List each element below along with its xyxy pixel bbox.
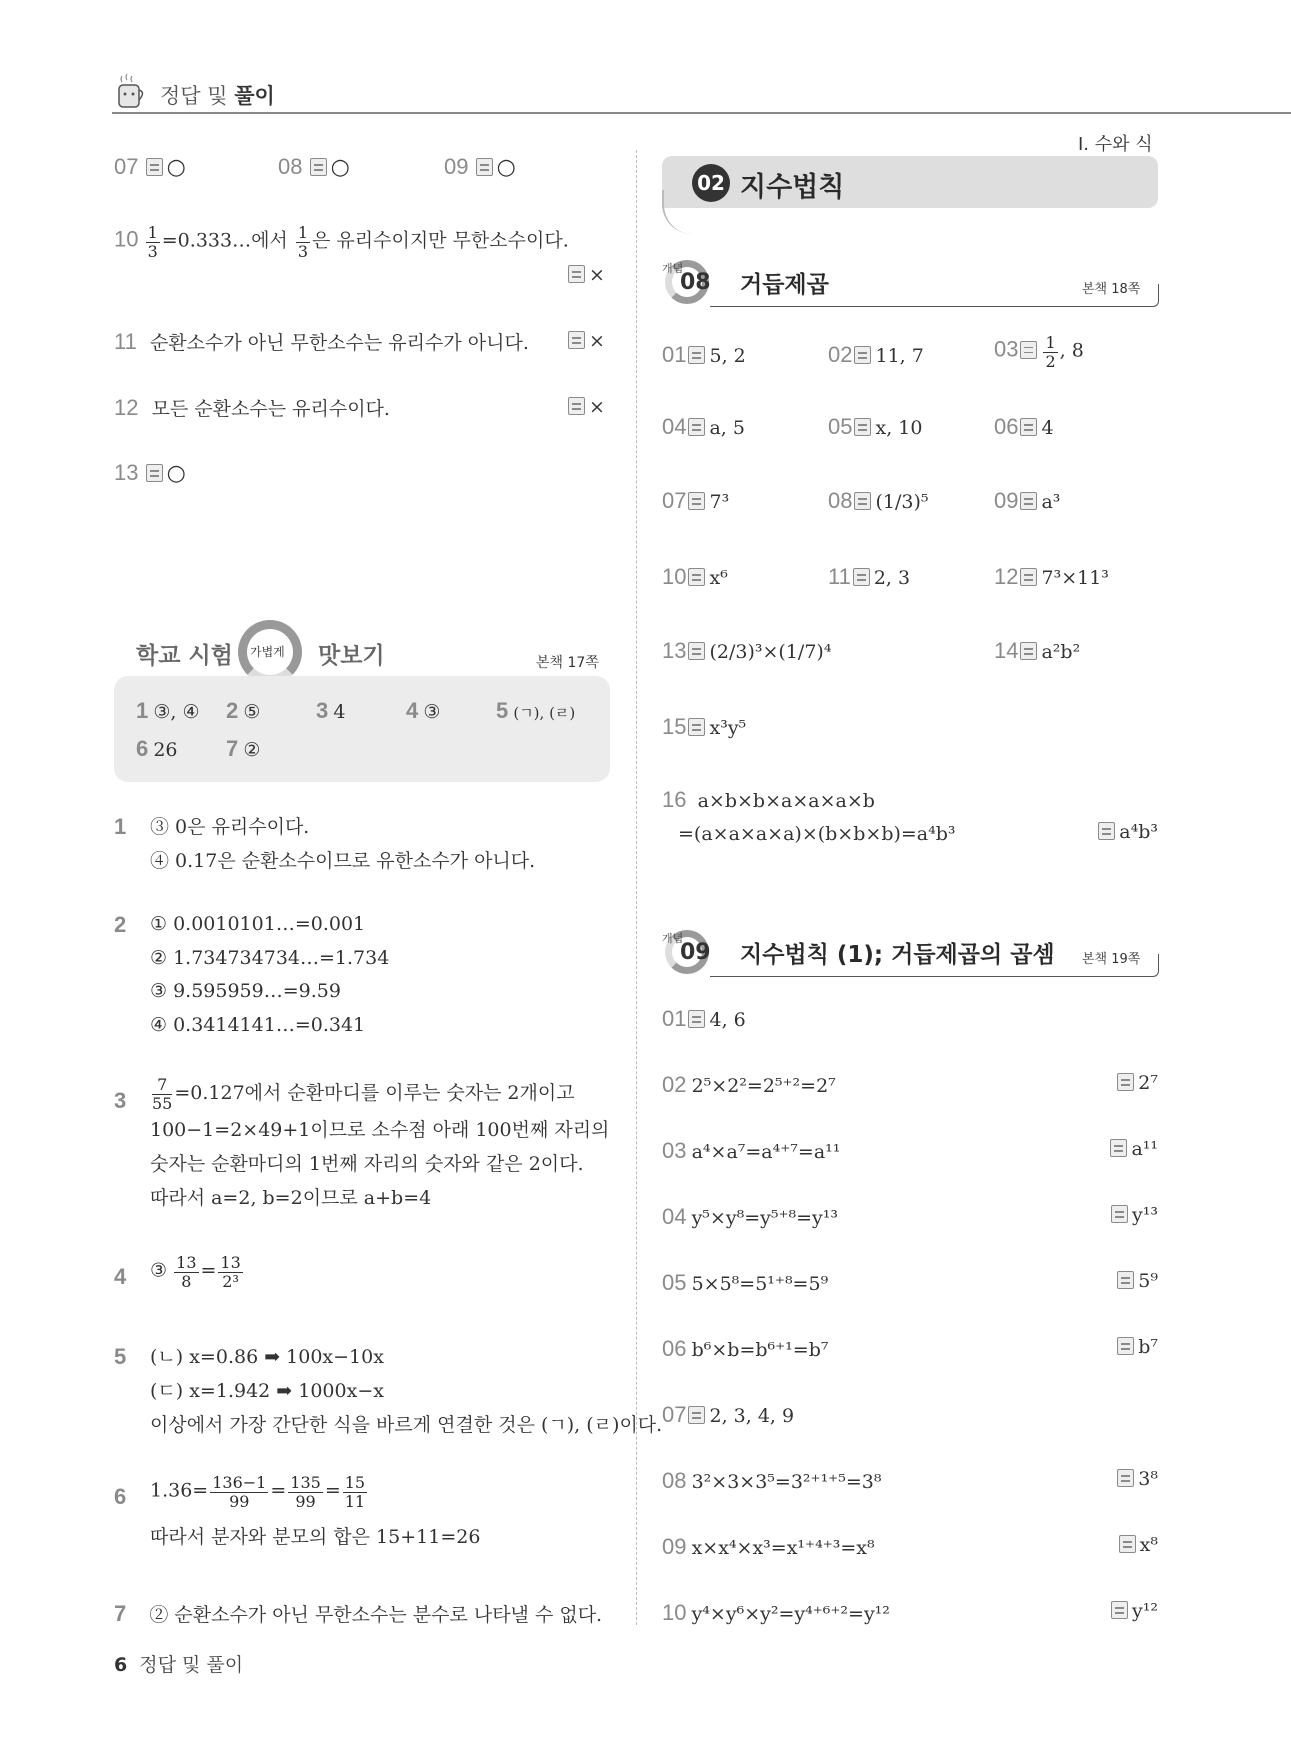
solution-line: ② 1.734734734…=1.734 — [150, 946, 390, 969]
answer-icon — [1117, 1469, 1134, 1487]
question-12 — [114, 394, 390, 421]
fraction: $\frac{13}{\text{2³}}$ — [220, 1253, 241, 1291]
answer-icon — [688, 642, 705, 660]
section-number-badge: 02 — [692, 164, 730, 202]
answer-value: ○ — [166, 155, 186, 180]
answer-icon — [688, 1010, 705, 1028]
question-number: 07 — [114, 154, 139, 179]
answer-number: 2 — [226, 698, 239, 723]
page-number: 6 — [114, 1654, 128, 1676]
answer-value: a³ — [1041, 491, 1061, 513]
question-number: 06 — [994, 414, 1019, 439]
solution-7 — [114, 1600, 602, 1627]
answer-icon — [854, 418, 871, 436]
answer-icon — [568, 397, 585, 415]
answer-number: 3 — [316, 698, 329, 723]
question-11 — [114, 328, 529, 355]
concept-title: 거듭제곱 — [740, 272, 829, 298]
answer-value: a²b² — [1041, 641, 1081, 663]
answer-number: 6 — [136, 736, 149, 761]
answer-value: 26 — [153, 739, 178, 761]
question-number: 03 — [994, 336, 1019, 362]
solution-line: 따라서 분자와 분모의 합은 15+11=26 — [150, 1526, 481, 1549]
chapter-label: Ⅰ. 수와 식 — [1078, 134, 1153, 155]
solution-text: 순환소수가 아닌 무한소수는 유리수가 아니다. — [149, 332, 529, 354]
concept-tag: 개념 — [662, 262, 684, 275]
solution-line: ④ 0.17은 순환소수이므로 유한소수가 아니다. — [150, 850, 536, 872]
answer-icon — [688, 346, 705, 364]
solution-line: 따라서 a=2, b=2이므로 a+b=4 — [150, 1186, 432, 1209]
answer-icon — [568, 331, 585, 349]
school-test-box — [114, 676, 610, 782]
c9-row: 10 y⁴×y⁶×y²=y⁴⁺⁶⁺²=y¹² y¹² — [662, 1600, 1158, 1625]
question-number: 05 — [828, 414, 853, 439]
answer-row-07 — [114, 154, 186, 180]
answer-icon — [310, 158, 327, 176]
answer-value: × — [589, 264, 605, 286]
answer-number: 7 — [226, 736, 239, 761]
fraction: $\frac{13}{8}$ — [176, 1253, 197, 1291]
concept-underline — [710, 954, 1159, 977]
fraction: $\frac{15}{11}$ — [344, 1473, 366, 1511]
concept-09-header — [662, 926, 1158, 978]
c9-row: 03 a⁴×a⁷=a⁴⁺⁷=a¹¹ a¹¹ — [662, 1138, 1158, 1163]
answer-icon — [688, 718, 705, 736]
answer-icon — [1117, 1337, 1134, 1355]
solution-number: 4 — [114, 1264, 127, 1289]
question-number: 04 — [662, 414, 687, 439]
question-number: 09 — [994, 488, 1019, 513]
solution-number: 6 — [114, 1484, 127, 1509]
fraction: $\frac{1}{3}$ — [297, 223, 309, 261]
answer-value: ○ — [330, 155, 350, 180]
answer-value: ③ — [423, 701, 441, 723]
question-number: 08 — [278, 154, 303, 179]
answer-value: x⁶ — [709, 567, 728, 589]
c9-row: 06 b⁶×b=b⁶⁺¹=b⁷ b⁷ — [662, 1336, 1158, 1361]
question-number: 12 — [114, 395, 139, 420]
concept-tag: 개념 — [662, 932, 684, 945]
concept-underline — [710, 284, 1159, 307]
answer-row-09 — [444, 154, 516, 180]
question-number: 02 — [828, 342, 853, 367]
answer-value: 4 — [1041, 417, 1054, 439]
answer-icon — [854, 492, 871, 510]
answer-icon — [568, 265, 585, 283]
question-number: 10 — [114, 226, 139, 252]
answer-value: (1/3)⁵ — [875, 491, 929, 513]
answer-number: 4 — [406, 698, 419, 723]
solution-line: =0.127에서 순환마디를 이루는 숫자는 2개이고 — [174, 1082, 575, 1104]
answer-icon — [1111, 1205, 1128, 1223]
question-number: 01 — [662, 342, 687, 367]
answer-icon — [1110, 1139, 1127, 1157]
answer-icon — [854, 346, 871, 364]
answer-icon — [1117, 1073, 1134, 1091]
question-number: 08 — [828, 488, 853, 513]
answer-value: 2, 3 — [873, 567, 911, 589]
solution-1 — [114, 810, 535, 878]
answer-10 — [566, 264, 605, 286]
solution-line: (ㄴ) x=0.86 ➡ 100x−10x — [150, 1346, 384, 1368]
question-number: 10 — [662, 564, 687, 589]
answer-value: ⑤ — [243, 701, 261, 723]
answer-value: (2/3)³×(1/7)⁴ — [709, 641, 832, 663]
answer-icon — [688, 1406, 705, 1424]
answer-value: ② — [243, 739, 261, 761]
question-number: 16 — [662, 787, 687, 812]
answer-12 — [566, 396, 605, 418]
solution-2 — [114, 908, 389, 1042]
school-test-badge-label: 가볍게 — [250, 645, 285, 659]
question-number: 11 — [828, 564, 851, 589]
solution-line: ③ 0은 유리수이다. — [150, 816, 310, 838]
question-10 — [114, 224, 569, 260]
answer-icon — [146, 464, 163, 482]
answer-value: a, 5 — [709, 417, 745, 439]
solution-line: (ㄷ) x=1.942 ➡ 1000x−x — [150, 1380, 384, 1402]
answer-icon — [1098, 822, 1115, 840]
answer-value: (ㄱ), (ㄹ) — [513, 704, 576, 722]
school-test-ref: 본책 17쪽 — [536, 655, 599, 671]
question-13 — [114, 460, 186, 486]
solution-number: 3 — [114, 1088, 127, 1113]
c9-row: 05 5×5⁸=5¹⁺⁸=5⁹ 5⁹ — [662, 1270, 1158, 1295]
solution-6: 6 1.36= $\frac{136-1}{99}$ = $\frac{135}{99}$ = $\frac{15}{11}$ 따라서 분자와 분모의 합은 15+11=26 — [114, 1473, 481, 1549]
header-title-b: 풀이 — [234, 84, 275, 108]
question-number: 13 — [662, 638, 687, 663]
question-number: 12 — [994, 564, 1019, 589]
answer-icon — [688, 492, 705, 510]
answer-value: ○ — [166, 461, 186, 486]
answer-number: 1 — [136, 698, 149, 723]
solution-number: 2 — [114, 912, 127, 937]
section-title: 지수법칙 — [740, 172, 845, 203]
fraction: $\frac{1}{2}$ — [1045, 333, 1056, 371]
cup-icon — [114, 72, 148, 116]
concept-ref: 본책 18쪽 — [1082, 282, 1141, 297]
answer-icon — [1020, 568, 1037, 586]
concept-ref: 본책 19쪽 — [1082, 952, 1141, 967]
school-test-title-b: 맛보기 — [318, 643, 385, 669]
answer-value: x, 10 — [875, 417, 923, 439]
question-number: 15 — [662, 714, 687, 739]
school-test-title-a: 학교 시험 — [136, 643, 233, 669]
answer-number: 5 — [496, 698, 509, 723]
header-rule — [112, 112, 1291, 114]
answer-icon — [1020, 492, 1037, 510]
c9-row: 01 4, 6 — [662, 1006, 746, 1031]
answer-value: × — [589, 396, 605, 418]
solution-5 — [114, 1340, 662, 1442]
answer-icon — [1020, 341, 1037, 359]
section-header-shadow — [662, 190, 1160, 234]
solution-text: 은 유리수이지만 무한소수이다. — [312, 229, 569, 252]
question-number: 14 — [994, 638, 1019, 663]
c9-row: 07 2, 3, 4, 9 — [662, 1402, 795, 1427]
c9-row: 04 y⁵×y⁸=y⁵⁺⁸=y¹³ y¹³ — [662, 1204, 1158, 1229]
solution-number: 7 — [114, 1601, 127, 1626]
solution-3 — [114, 1076, 609, 1215]
footer-label: 정답 및 풀이 — [139, 1654, 244, 1676]
answer-icon — [1111, 1601, 1128, 1619]
fraction: $\frac{1}{3}$ — [147, 223, 158, 261]
fraction: $\frac{7}{55}$ — [152, 1075, 173, 1113]
concept-08-header — [662, 256, 1158, 308]
c9-row: 02 2⁵×2²=2⁵⁺²=2⁷ 2⁷ — [662, 1072, 1158, 1097]
concept-number: 09 — [680, 940, 711, 965]
answer-row-08 — [278, 154, 350, 180]
answer-11 — [566, 330, 605, 352]
c9-row: 09 x×x⁴×x³=x¹⁺⁴⁺³=x⁸ x⁸ — [662, 1534, 1158, 1559]
concept-number: 08 — [680, 270, 711, 295]
answer-value: , 8 — [1059, 339, 1084, 362]
solution-line: ④ 0.3414141…=0.341 — [150, 1013, 366, 1036]
c9-row: 08 3²×3×3⁵=3²⁺¹⁺⁵=3⁸ 3⁸ — [662, 1468, 1158, 1493]
solution-line: ① 0.0010101…=0.001 — [150, 913, 366, 935]
solution-number: 1 — [114, 814, 127, 839]
footer — [114, 1650, 243, 1677]
solution-line: 숫자는 순환마디의 1번째 자리의 숫자와 같은 2이다. — [150, 1152, 584, 1175]
question-number: 13 — [114, 460, 139, 485]
solution-number: 5 — [114, 1344, 127, 1369]
answer-icon — [1020, 642, 1037, 660]
question-number: 11 — [114, 329, 137, 354]
solution-4: 4 ③ $\frac{13}{8}$ = $\frac{13}{\text{2³}}$ — [114, 1253, 241, 1291]
answer-icon — [1117, 1271, 1134, 1289]
answer-icon — [688, 418, 705, 436]
solution-text: 1.36= — [150, 1479, 209, 1502]
solution-line: a×b×b×a×a×a×b — [697, 790, 875, 812]
solution-line: ③ 9.595959…=9.59 — [150, 980, 341, 1002]
answer-value: ○ — [496, 155, 516, 180]
answer-value: 5, 2 — [709, 345, 746, 367]
c8-question-16 — [662, 784, 1158, 850]
solution-line: 이상에서 가장 간단한 식을 바르게 연결한 것은 (ㄱ), (ㄹ)이다. — [150, 1414, 663, 1436]
answer-icon — [853, 568, 870, 586]
solution-text: ③ — [150, 1259, 168, 1282]
answer-value: x³y⁵ — [709, 717, 747, 739]
c8-grid — [662, 333, 1152, 762]
answer-value: 11, 7 — [875, 345, 924, 367]
answer-icon — [1020, 418, 1037, 436]
answer-icon — [476, 158, 493, 176]
solution-line: =(a×a×a×a)×(b×b×b)=a⁴b³ — [678, 823, 956, 845]
answer-value: ③, ④ — [153, 701, 200, 723]
answer-icon — [688, 568, 705, 586]
solution-line: ② 순환소수가 아닌 무한소수는 분수로 나타낼 수 없다. — [149, 1604, 603, 1626]
solution-text: 모든 순환소수는 유리수이다. — [151, 398, 390, 420]
answer-value: × — [589, 330, 605, 352]
header-title-a: 정답 및 — [160, 84, 235, 108]
answer-value: 7³×11³ — [1041, 567, 1109, 589]
concept-title: 지수법칙 (1); 거듭제곱의 곱셈 — [740, 942, 1055, 968]
question-number: 07 — [662, 488, 687, 513]
fraction: $\frac{136-1}{99}$ — [212, 1473, 267, 1511]
answer-icon — [146, 158, 163, 176]
question-number: 09 — [444, 154, 469, 179]
fraction: $\frac{135}{99}$ — [290, 1473, 321, 1511]
answer-value: 7³ — [709, 491, 730, 513]
answer-value: 4 — [333, 701, 346, 723]
answer-value: a⁴b³ — [1119, 821, 1158, 843]
solution-line: 100−1=2×49+1이므로 소수점 아래 100번째 자리의 — [150, 1118, 610, 1141]
answer-icon — [1119, 1535, 1136, 1553]
solution-text: =0.333…에서 — [161, 229, 294, 252]
